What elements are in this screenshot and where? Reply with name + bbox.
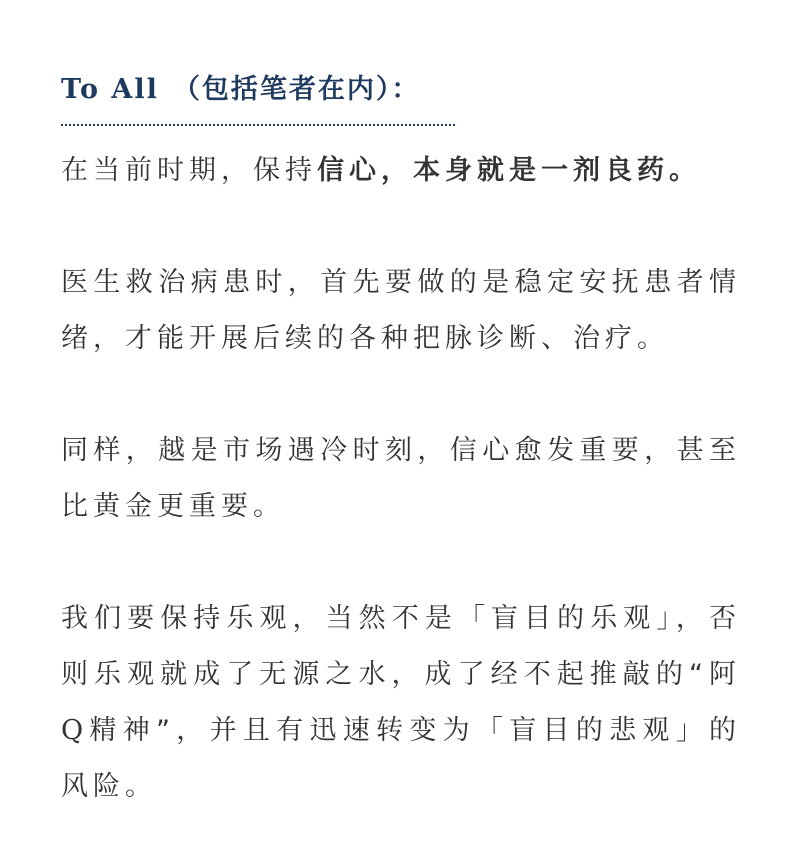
paragraph-4-letter-q: Q [61, 715, 89, 746]
paragraph-2: 医生救治病患时，首先要做的是稳定安抚患者情绪，才能开展后续的各种把脉诊断、治疗。 [61, 267, 741, 354]
paragraph-1-bold-text: 信心，本身就是一剂良药。 [317, 155, 701, 186]
paragraph-1-text: 在当前时期，保持 [61, 155, 317, 186]
heading-chinese: （包括笔者在内）： [172, 74, 421, 105]
paragraph-3: 同样，越是市场遇冷时刻，信心愈发重要，甚至比黄金更重要。 [61, 435, 741, 522]
dotted-divider [61, 124, 455, 126]
heading-latin: To All [61, 74, 159, 105]
paragraph-1 [61, 143, 741, 199]
section-heading [61, 70, 420, 110]
paragraph-4 [61, 591, 741, 815]
paragraph-4-text-b: 精神”，并且有迅速转变为「盲目的悲观」的风险。 [61, 715, 741, 802]
paragraph-4-text-a: 我们要保持乐观，当然不是「盲目的乐观」，否则乐观就成了无源之水，成了经不起推敲的“阿 [61, 603, 741, 690]
